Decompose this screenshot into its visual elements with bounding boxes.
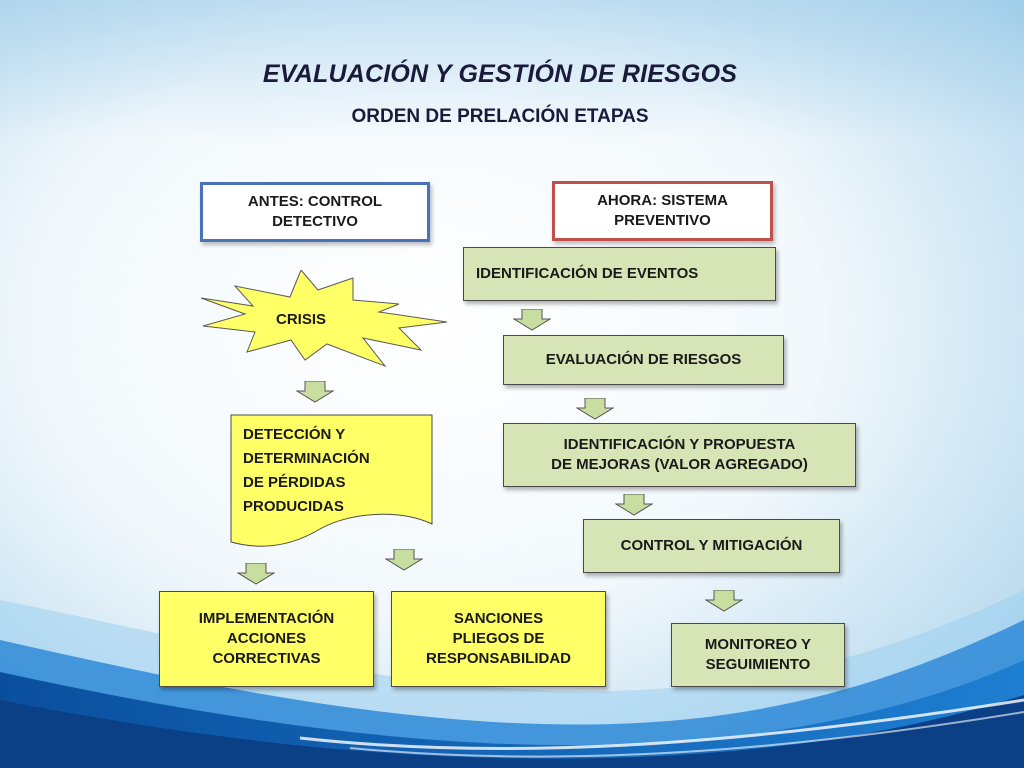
ahora-header-box: AHORA: SISTEMA PREVENTIVO <box>552 181 773 241</box>
crisis-label: CRISIS <box>276 311 327 328</box>
down-arrow-icon <box>237 563 275 585</box>
down-arrow-icon <box>296 381 334 403</box>
identificacion-eventos-box: IDENTIFICACIÓN DE EVENTOS <box>463 247 776 301</box>
down-arrow-icon <box>576 398 614 420</box>
evaluacion-riesgos-box: EVALUACIÓN DE RIESGOS <box>503 335 784 385</box>
sanciones-box: SANCIONES PLIEGOS DE RESPONSABILIDAD <box>391 591 606 687</box>
mejoras-box: IDENTIFICACIÓN Y PROPUESTA DE MEJORAS (VALOR AGREGADO) <box>503 423 856 487</box>
down-arrow-icon <box>705 590 743 612</box>
down-arrow-icon <box>513 309 551 331</box>
control-mitigacion-box: CONTROL Y MITIGACIÓN <box>583 519 840 573</box>
monitoreo-box: MONITOREO Y SEGUIMIENTO <box>671 623 845 687</box>
slide-title: EVALUACIÓN Y GESTIÓN DE RIESGOS <box>262 60 738 88</box>
down-arrow-icon <box>615 494 653 516</box>
deteccion-box-text: DETECCIÓN Y DETERMINACIÓN DE PÉRDIDAS PRODUCIDAS <box>243 426 370 515</box>
down-arrow-icon <box>385 549 423 571</box>
antes-header-box: ANTES: CONTROL DETECTIVO <box>200 182 430 242</box>
slide-subtitle: ORDEN DE PRELACIÓN ETAPAS <box>351 106 649 127</box>
implementacion-box: IMPLEMENTACIÓN ACCIONES CORRECTIVAS <box>159 591 374 687</box>
